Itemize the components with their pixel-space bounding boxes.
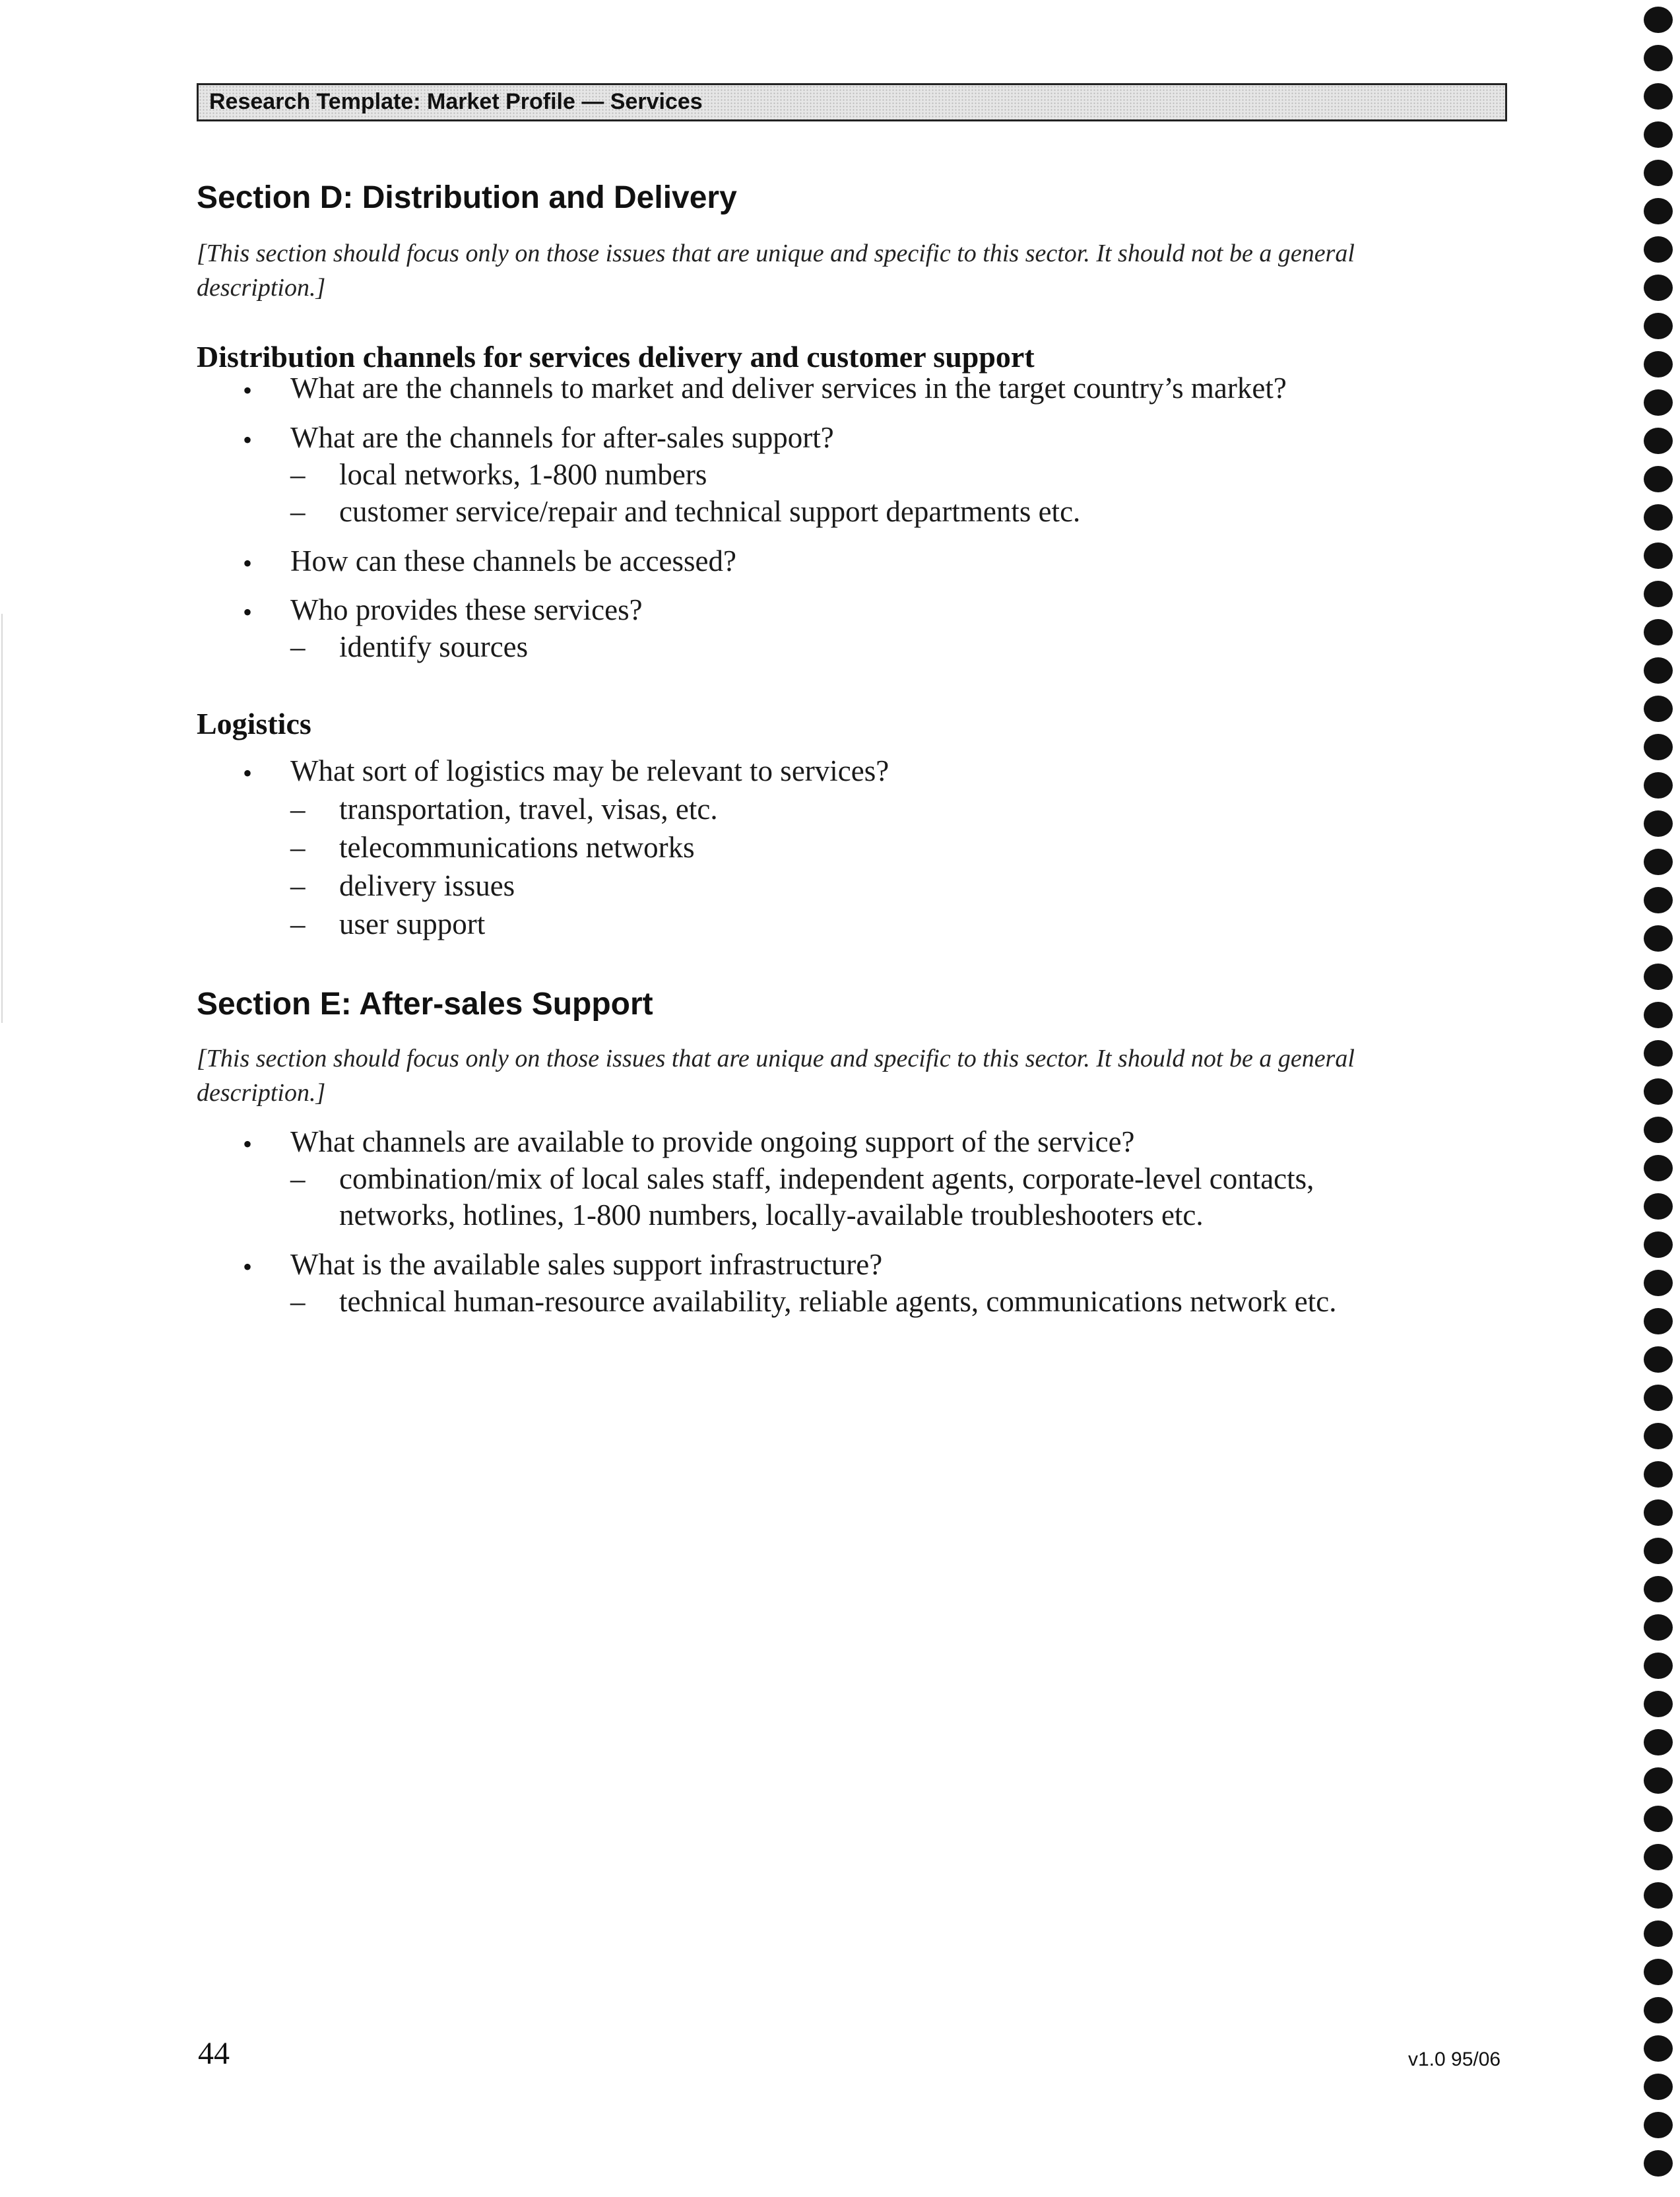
binding-hole-icon <box>1644 696 1673 722</box>
binding-hole-icon <box>1644 1385 1673 1411</box>
section-d-note-line1: [This section should focus only on those issues that are unique and specific to this sector. It should not be a general <box>197 240 1355 267</box>
distribution-channels-title: Distribution channels for services delivery and customer support <box>197 340 1035 374</box>
list-item: delivery issues <box>339 869 515 902</box>
binding-hole-icon <box>1644 1308 1673 1334</box>
binding-hole-icon <box>1644 657 1673 684</box>
list-item: What is the available sales support infrastructure? <box>290 1248 883 1281</box>
binding-hole-icon <box>1644 504 1673 531</box>
binding-hole-icon <box>1644 1346 1673 1373</box>
binding-hole-icon <box>1644 1882 1673 1909</box>
bullet-icon: • <box>243 1252 253 1282</box>
binding-hole-icon <box>1644 925 1673 952</box>
section-d-title: Section D: Distribution and Delivery <box>197 180 737 215</box>
binding-hole-icon <box>1644 1461 1673 1488</box>
list-item: What are the channels for after-sales support? <box>290 421 834 454</box>
binding-hole-icon <box>1644 466 1673 492</box>
binding-hole-icon <box>1644 964 1673 990</box>
list-item-continuation: networks, hotlines, 1-800 numbers, locally-available troubleshooters etc. <box>339 1198 1204 1231</box>
dash-icon: – <box>290 495 306 528</box>
section-e-note-line2: description.] <box>197 1079 326 1107</box>
binding-hole-icon <box>1644 160 1673 186</box>
binding-hole-icon <box>1644 1078 1673 1105</box>
binding-hole-icon <box>1644 1002 1673 1028</box>
dash-icon: – <box>290 869 306 902</box>
list-item: combination/mix of local sales staff, independent agents, corporate-level contacts, <box>339 1162 1314 1195</box>
bullet-icon: • <box>243 758 253 788</box>
binding-hole-icon <box>1644 2150 1673 2177</box>
section-e-note-line1: [This section should focus only on those issues that are unique and specific to this sector. It should not be a general <box>197 1045 1355 1072</box>
bullet-icon: • <box>243 376 253 405</box>
page-number: 44 <box>198 2036 230 2071</box>
binding-hole-icon <box>1644 1844 1673 1870</box>
bullet-icon: • <box>243 425 253 455</box>
binding-hole-icon <box>1644 1499 1673 1526</box>
binding-hole-icon <box>1644 275 1673 301</box>
binding-hole-icon <box>1644 887 1673 913</box>
binding-hole-icon <box>1644 1920 1673 1947</box>
dash-icon: – <box>290 1285 306 1318</box>
binding-hole-icon <box>1644 1576 1673 1602</box>
binding-hole-icon <box>1644 1270 1673 1296</box>
binding-hole-icon <box>1644 1040 1673 1066</box>
binding-hole-icon <box>1644 1997 1673 2023</box>
list-item: telecommunications networks <box>339 831 695 864</box>
binding-hole-icon <box>1644 734 1673 760</box>
bullet-icon: • <box>243 1129 253 1159</box>
list-item: What are the channels to market and deliver services in the target country’s market? <box>290 372 1287 405</box>
logistics-title: Logistics <box>197 707 311 740</box>
version-label: v1.0 95/06 <box>1408 2049 1501 2070</box>
running-header <box>197 83 1507 121</box>
binding-hole-icon <box>1644 1155 1673 1181</box>
running-header-title: Research Template: Market Profile — Services <box>209 89 703 114</box>
binding-hole-icon <box>1644 1231 1673 1258</box>
binding-hole-icon <box>1644 1423 1673 1449</box>
binding-hole-icon <box>1644 849 1673 875</box>
binding-hole-icon <box>1644 542 1673 569</box>
binding-hole-icon <box>1644 619 1673 645</box>
binding-hole-icon <box>1644 1959 1673 1985</box>
list-item: What sort of logistics may be relevant to services? <box>290 754 889 787</box>
binding-hole-icon <box>1644 1767 1673 1794</box>
list-item: user support <box>339 907 486 940</box>
binding-hole-icon <box>1644 1729 1673 1755</box>
binding-hole-icon <box>1644 2074 1673 2100</box>
binding-hole-icon <box>1644 428 1673 454</box>
binding-hole-icon <box>1644 2112 1673 2138</box>
binding-hole-icon <box>1644 45 1673 71</box>
list-item: What channels are available to provide ongoing support of the service? <box>290 1125 1135 1158</box>
list-item: Who provides these services? <box>290 593 643 626</box>
binding-hole-icon <box>1644 1193 1673 1220</box>
list-item: customer service/repair and technical support departments etc. <box>339 495 1081 528</box>
section-e-title: Section E: After-sales Support <box>197 987 653 1022</box>
list-item: transportation, travel, visas, etc. <box>339 793 718 826</box>
dash-icon: – <box>290 630 306 663</box>
dash-icon: – <box>290 831 306 864</box>
binding-hole-icon <box>1644 810 1673 837</box>
section-d-note-line2: description.] <box>197 274 326 302</box>
binding-hole-icon <box>1644 198 1673 224</box>
binding-hole-icon <box>1644 83 1673 110</box>
list-item: identify sources <box>339 630 529 663</box>
scan-edge-line <box>1 614 3 1023</box>
list-item: local networks, 1-800 numbers <box>339 458 707 491</box>
dash-icon: – <box>290 1162 306 1195</box>
binding-hole-icon <box>1644 2035 1673 2062</box>
binding-hole-icon <box>1644 389 1673 416</box>
binding-hole-icon <box>1644 313 1673 339</box>
binding-hole-icon <box>1644 351 1673 377</box>
dash-icon: – <box>290 793 306 826</box>
binding-hole-icon <box>1644 7 1673 33</box>
dash-icon: – <box>290 907 306 940</box>
list-item: How can these channels be accessed? <box>290 544 736 577</box>
binding-hole-icon <box>1644 581 1673 607</box>
binding-hole-icon <box>1644 1117 1673 1143</box>
list-item: technical human-resource availability, reliable agents, communications network etc. <box>339 1285 1337 1318</box>
binding-hole-icon <box>1644 1614 1673 1641</box>
bullet-icon: • <box>243 597 253 627</box>
binding-hole-icon <box>1644 1653 1673 1679</box>
binding-hole-icon <box>1644 1806 1673 1832</box>
bullet-icon: • <box>243 548 253 578</box>
binding-holes <box>1644 0 1680 2197</box>
binding-hole-icon <box>1644 772 1673 799</box>
binding-hole-icon <box>1644 236 1673 263</box>
binding-hole-icon <box>1644 1538 1673 1564</box>
binding-hole-icon <box>1644 121 1673 148</box>
binding-hole-icon <box>1644 1691 1673 1717</box>
dash-icon: – <box>290 458 306 491</box>
